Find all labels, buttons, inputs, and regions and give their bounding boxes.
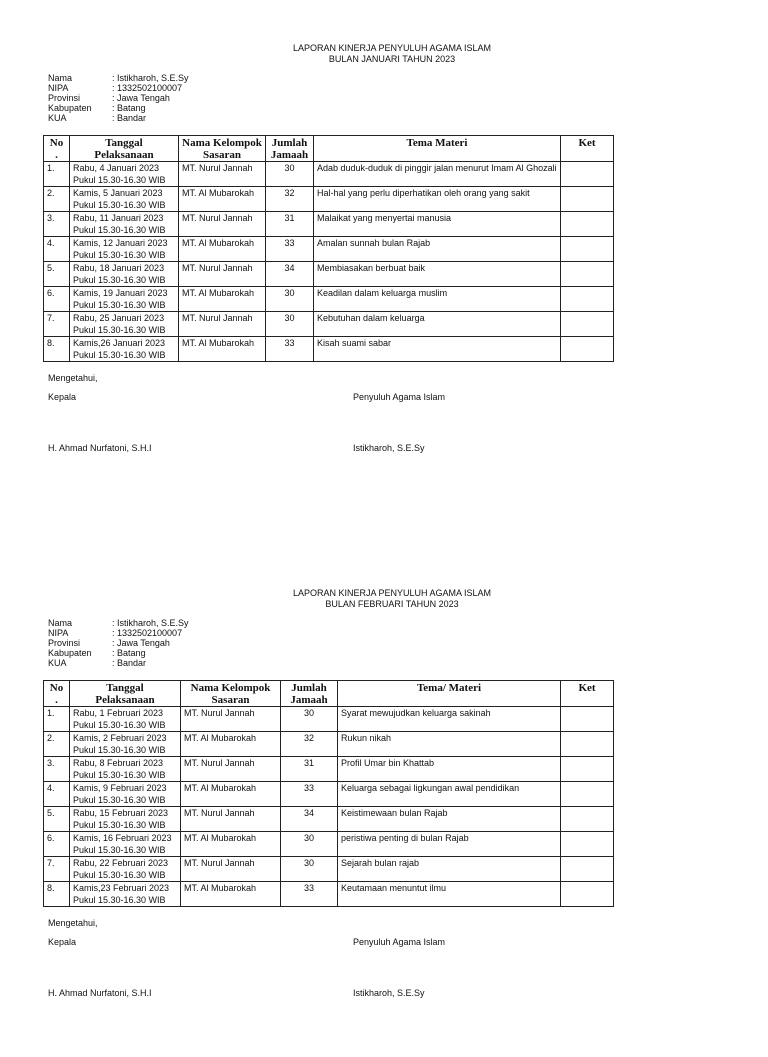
cell-jumlah: 32: [266, 187, 314, 212]
cell-date: Kamis, 19 Januari 2023: [73, 288, 168, 298]
table-row: [44, 187, 614, 212]
cell-tanggal: [70, 832, 181, 857]
cell-tanggal: [70, 312, 179, 337]
table-row: [44, 857, 614, 882]
cell-tanggal: [70, 237, 179, 262]
cell-tema: Keluarga sebagai ligkungan awal pendidikan: [338, 782, 561, 807]
cell-tema: Kebutuhan dalam keluarga: [314, 312, 561, 337]
cell-time: Pukul 15.30-16.30 WIB: [73, 350, 166, 360]
info-value: : Istikharoh, S.E.Sy: [112, 73, 189, 83]
table-row: [44, 312, 614, 337]
info-value: : Batang: [112, 103, 146, 113]
cell-ket: [561, 732, 614, 757]
cell-tanggal: [70, 162, 179, 187]
title-line-1: LAPORAN KINERJA PENYULUH AGAMA ISLAM: [292, 588, 492, 598]
identity-block: [48, 618, 189, 668]
cell-no: 3.: [44, 212, 70, 237]
cell-date: Rabu, 25 Januari 2023: [73, 313, 165, 323]
info-row: [48, 113, 189, 123]
cell-ket: [561, 237, 614, 262]
cell-time: Pukul 15.30-16.30 WIB: [73, 720, 166, 730]
col-header-jumlah: Jumlah Jamaah: [281, 681, 338, 707]
cell-ket: [561, 187, 614, 212]
cell-tema: Syarat mewujudkan keluarga sakinah: [338, 707, 561, 732]
kepala-signature-name: H. Ahmad Nurfatoni, S.H.I: [48, 988, 152, 998]
cell-jumlah: 30: [281, 857, 338, 882]
title-line-2: BULAN FEBRUARI TAHUN 2023: [325, 599, 459, 609]
cell-tanggal: [70, 732, 181, 757]
info-row: [48, 648, 189, 658]
cell-date: Kamis,23 Februari 2023: [73, 883, 170, 893]
table-row: [44, 262, 614, 287]
cell-tanggal: [70, 287, 179, 312]
cell-tanggal: [70, 707, 181, 732]
cell-ket: [561, 882, 614, 907]
cell-ket: [561, 757, 614, 782]
info-row: [48, 638, 189, 648]
cell-jumlah: 33: [266, 337, 314, 362]
cell-ket: [561, 287, 614, 312]
cell-time: Pukul 15.30-16.30 WIB: [73, 325, 166, 335]
col-header-nama-kelompok: Nama Kelompok Sasaran: [179, 136, 266, 162]
cell-date: Kamis, 16 Februari 2023: [73, 833, 172, 843]
cell-time: Pukul 15.30-16.30 WIB: [73, 225, 166, 235]
info-row: [48, 618, 189, 628]
cell-tema: Malaikat yang menyertai manusia: [314, 212, 561, 237]
cell-tema: Hal-hal yang perlu diperhatikan oleh orang yang sakit: [314, 187, 561, 212]
cell-kelompok: MT. Nurul Jannah: [181, 857, 281, 882]
cell-no: 4.: [44, 782, 70, 807]
cell-tanggal: [70, 882, 181, 907]
cell-no: 5.: [44, 262, 70, 287]
cell-no: 1.: [44, 707, 70, 732]
cell-jumlah: 33: [281, 782, 338, 807]
penyuluh-label: Penyuluh Agama Islam: [353, 392, 446, 402]
cell-ket: [561, 262, 614, 287]
col-header-ket: Ket: [561, 681, 614, 707]
mengetahui-label: Mengetahui,: [48, 373, 98, 383]
kepala-signature-name: H. Ahmad Nurfatoni, S.H.I: [48, 443, 152, 453]
penyuluh-signature-name: Istikharoh, S.E.Sy: [353, 988, 425, 998]
cell-kelompok: MT. Nurul Jannah: [181, 757, 281, 782]
cell-no: 8.: [44, 337, 70, 362]
table-body: [44, 162, 614, 362]
table-row: [44, 832, 614, 857]
col-header-tanggal: Tanggal Pelaksanaan: [70, 136, 179, 162]
table-row: [44, 782, 614, 807]
table-row: [44, 757, 614, 782]
info-key: KUA: [48, 658, 67, 668]
cell-kelompok: MT. Nurul Jannah: [179, 262, 266, 287]
info-value: : 1332502100007: [112, 628, 183, 638]
cell-no: 3.: [44, 757, 70, 782]
cell-kelompok: MT. Al Mubarokah: [181, 882, 281, 907]
col-header-no: No .: [44, 136, 70, 162]
cell-tanggal: [70, 857, 181, 882]
table-body: [44, 707, 614, 907]
cell-date: Rabu, 11 Januari 2023: [73, 213, 164, 223]
info-key: KUA: [48, 113, 67, 123]
cell-time: Pukul 15.30-16.30 WIB: [73, 175, 166, 185]
cell-ket: [561, 312, 614, 337]
cell-time: Pukul 15.30-16.30 WIB: [73, 820, 166, 830]
mengetahui-label: Mengetahui,: [48, 918, 98, 928]
cell-kelompok: MT. Al Mubarokah: [181, 832, 281, 857]
cell-time: Pukul 15.30-16.30 WIB: [73, 770, 166, 780]
kepala-label: Kepala: [48, 392, 77, 402]
title-line-1: LAPORAN KINERJA PENYULUH AGAMA ISLAM: [292, 43, 492, 53]
report-title: [0, 588, 768, 610]
info-value: : 1332502100007: [112, 83, 183, 93]
cell-tema: Keadilan dalam keluarga muslim: [314, 287, 561, 312]
cell-date: Kamis, 5 Januari 2023: [73, 188, 163, 198]
cell-date: Rabu, 1 Februari 2023: [73, 708, 164, 718]
cell-ket: [561, 162, 614, 187]
cell-jumlah: 30: [281, 707, 338, 732]
table-header-row: [44, 681, 614, 707]
cell-time: Pukul 15.30-16.30 WIB: [73, 895, 166, 905]
cell-tema: Keistimewaan bulan Rajab: [338, 807, 561, 832]
cell-jumlah: 33: [281, 882, 338, 907]
table-row: [44, 807, 614, 832]
penyuluh-label: Penyuluh Agama Islam: [353, 937, 446, 947]
cell-no: 5.: [44, 807, 70, 832]
cell-date: Kamis, 2 Februari 2023: [73, 733, 167, 743]
cell-jumlah: 30: [266, 287, 314, 312]
cell-tanggal: [70, 337, 179, 362]
cell-time: Pukul 15.30-16.30 WIB: [73, 275, 166, 285]
cell-no: 6.: [44, 832, 70, 857]
info-row: [48, 628, 189, 638]
cell-tema: Adab duduk-duduk di pinggir jalan menurut Imam Al Ghozali: [314, 162, 561, 187]
info-value: : Bandar: [112, 658, 147, 668]
col-header-no: No .: [44, 681, 70, 707]
cell-kelompok: MT. Nurul Jannah: [181, 807, 281, 832]
cell-tanggal: [70, 807, 181, 832]
table-row: [44, 162, 614, 187]
cell-tema: peristiwa penting di bulan Rajab: [338, 832, 561, 857]
info-key: Kabupaten: [48, 103, 92, 113]
cell-kelompok: MT. Nurul Jannah: [181, 707, 281, 732]
cell-date: Kamis, 9 Februari 2023: [73, 783, 167, 793]
table-row: [44, 287, 614, 312]
info-key: Nama: [48, 73, 73, 83]
table-row: [44, 732, 614, 757]
cell-jumlah: 30: [281, 832, 338, 857]
table-row: [44, 337, 614, 362]
cell-date: Rabu, 4 Januari 2023: [73, 163, 160, 173]
cell-tema: Rukun nikah: [338, 732, 561, 757]
cell-jumlah: 34: [266, 262, 314, 287]
cell-ket: [561, 782, 614, 807]
cell-jumlah: 31: [266, 212, 314, 237]
cell-time: Pukul 15.30-16.30 WIB: [73, 870, 166, 880]
cell-time: Pukul 15.30-16.30 WIB: [73, 250, 166, 260]
cell-no: 6.: [44, 287, 70, 312]
cell-date: Rabu, 15 Februari 2023: [73, 808, 169, 818]
cell-no: 7.: [44, 857, 70, 882]
info-key: Provinsi: [48, 93, 81, 103]
cell-date: Kamis,26 Januari 2023: [73, 338, 166, 348]
cell-time: Pukul 15.30-16.30 WIB: [73, 745, 166, 755]
info-row: [48, 103, 189, 113]
cell-date: Kamis, 12 Januari 2023: [73, 238, 168, 248]
cell-no: 8.: [44, 882, 70, 907]
activity-table: [43, 680, 614, 907]
cell-jumlah: 30: [266, 312, 314, 337]
cell-ket: [561, 337, 614, 362]
col-header-tema: Tema Materi: [314, 136, 561, 162]
col-header-tema: Tema/ Materi: [338, 681, 561, 707]
cell-kelompok: MT. Al Mubarokah: [181, 782, 281, 807]
kepala-label: Kepala: [48, 937, 77, 947]
cell-ket: [561, 212, 614, 237]
table-row: [44, 212, 614, 237]
col-header-tanggal: Tanggal Pelaksanaan: [70, 681, 181, 707]
cell-time: Pukul 15.30-16.30 WIB: [73, 795, 166, 805]
col-header-ket: Ket: [561, 136, 614, 162]
col-header-jumlah: Jumlah Jamaah: [266, 136, 314, 162]
cell-tanggal: [70, 212, 179, 237]
info-row: [48, 658, 189, 668]
table-row: [44, 882, 614, 907]
cell-tema: Sejarah bulan rajab: [338, 857, 561, 882]
info-row: [48, 73, 189, 83]
info-key: Provinsi: [48, 638, 81, 648]
cell-ket: [561, 707, 614, 732]
cell-ket: [561, 857, 614, 882]
cell-kelompok: MT. Nurul Jannah: [179, 312, 266, 337]
table-header-row: [44, 136, 614, 162]
col-header-nama-kelompok: Nama Kelompok Sasaran: [181, 681, 281, 707]
cell-tema: Kisah suami sabar: [314, 337, 561, 362]
cell-no: 7.: [44, 312, 70, 337]
table-row: [44, 707, 614, 732]
table-row: [44, 237, 614, 262]
info-key: NIPA: [48, 83, 69, 93]
cell-no: 2.: [44, 732, 70, 757]
cell-ket: [561, 832, 614, 857]
info-key: Kabupaten: [48, 648, 92, 658]
title-line-2: BULAN JANUARI TAHUN 2023: [328, 54, 456, 64]
cell-date: Rabu, 18 Januari 2023: [73, 263, 165, 273]
cell-no: 1.: [44, 162, 70, 187]
info-value: : Jawa Tengah: [112, 638, 170, 648]
cell-time: Pukul 15.30-16.30 WIB: [73, 845, 166, 855]
cell-tema: Membiasakan berbuat baik: [314, 262, 561, 287]
cell-time: Pukul 15.30-16.30 WIB: [73, 200, 166, 210]
activity-table: [43, 135, 614, 362]
cell-date: Rabu, 22 Februari 2023: [73, 858, 169, 868]
report-title: [0, 43, 768, 65]
cell-tanggal: [70, 262, 179, 287]
cell-time: Pukul 15.30-16.30 WIB: [73, 300, 166, 310]
cell-jumlah: 30: [266, 162, 314, 187]
info-key: NIPA: [48, 628, 69, 638]
cell-jumlah: 31: [281, 757, 338, 782]
info-key: Nama: [48, 618, 73, 628]
info-value: : Batang: [112, 648, 146, 658]
cell-kelompok: MT. Al Mubarokah: [179, 337, 266, 362]
cell-kelompok: MT. Al Mubarokah: [179, 237, 266, 262]
cell-tema: Amalan sunnah bulan Rajab: [314, 237, 561, 262]
cell-kelompok: MT. Al Mubarokah: [181, 732, 281, 757]
cell-no: 2.: [44, 187, 70, 212]
cell-no: 4.: [44, 237, 70, 262]
penyuluh-signature-name: Istikharoh, S.E.Sy: [353, 443, 425, 453]
cell-date: Rabu, 8 Februari 2023: [73, 758, 164, 768]
cell-ket: [561, 807, 614, 832]
cell-jumlah: 33: [266, 237, 314, 262]
info-row: [48, 93, 189, 103]
cell-tanggal: [70, 782, 181, 807]
info-value: : Bandar: [112, 113, 147, 123]
report-january: [0, 0, 768, 512]
cell-tema: Profil Umar bin Khattab: [338, 757, 561, 782]
info-row: [48, 83, 189, 93]
cell-jumlah: 32: [281, 732, 338, 757]
cell-kelompok: MT. Nurul Jannah: [179, 162, 266, 187]
cell-tema: Keutamaan menuntut ilmu: [338, 882, 561, 907]
cell-kelompok: MT. Nurul Jannah: [179, 212, 266, 237]
cell-kelompok: MT. Al Mubarokah: [179, 187, 266, 212]
cell-tanggal: [70, 187, 179, 212]
identity-block: [48, 73, 189, 123]
cell-tanggal: [70, 757, 181, 782]
info-value: : Istikharoh, S.E.Sy: [112, 618, 189, 628]
info-value: : Jawa Tengah: [112, 93, 170, 103]
cell-jumlah: 34: [281, 807, 338, 832]
report-february: [0, 545, 768, 1057]
cell-kelompok: MT. Al Mubarokah: [179, 287, 266, 312]
